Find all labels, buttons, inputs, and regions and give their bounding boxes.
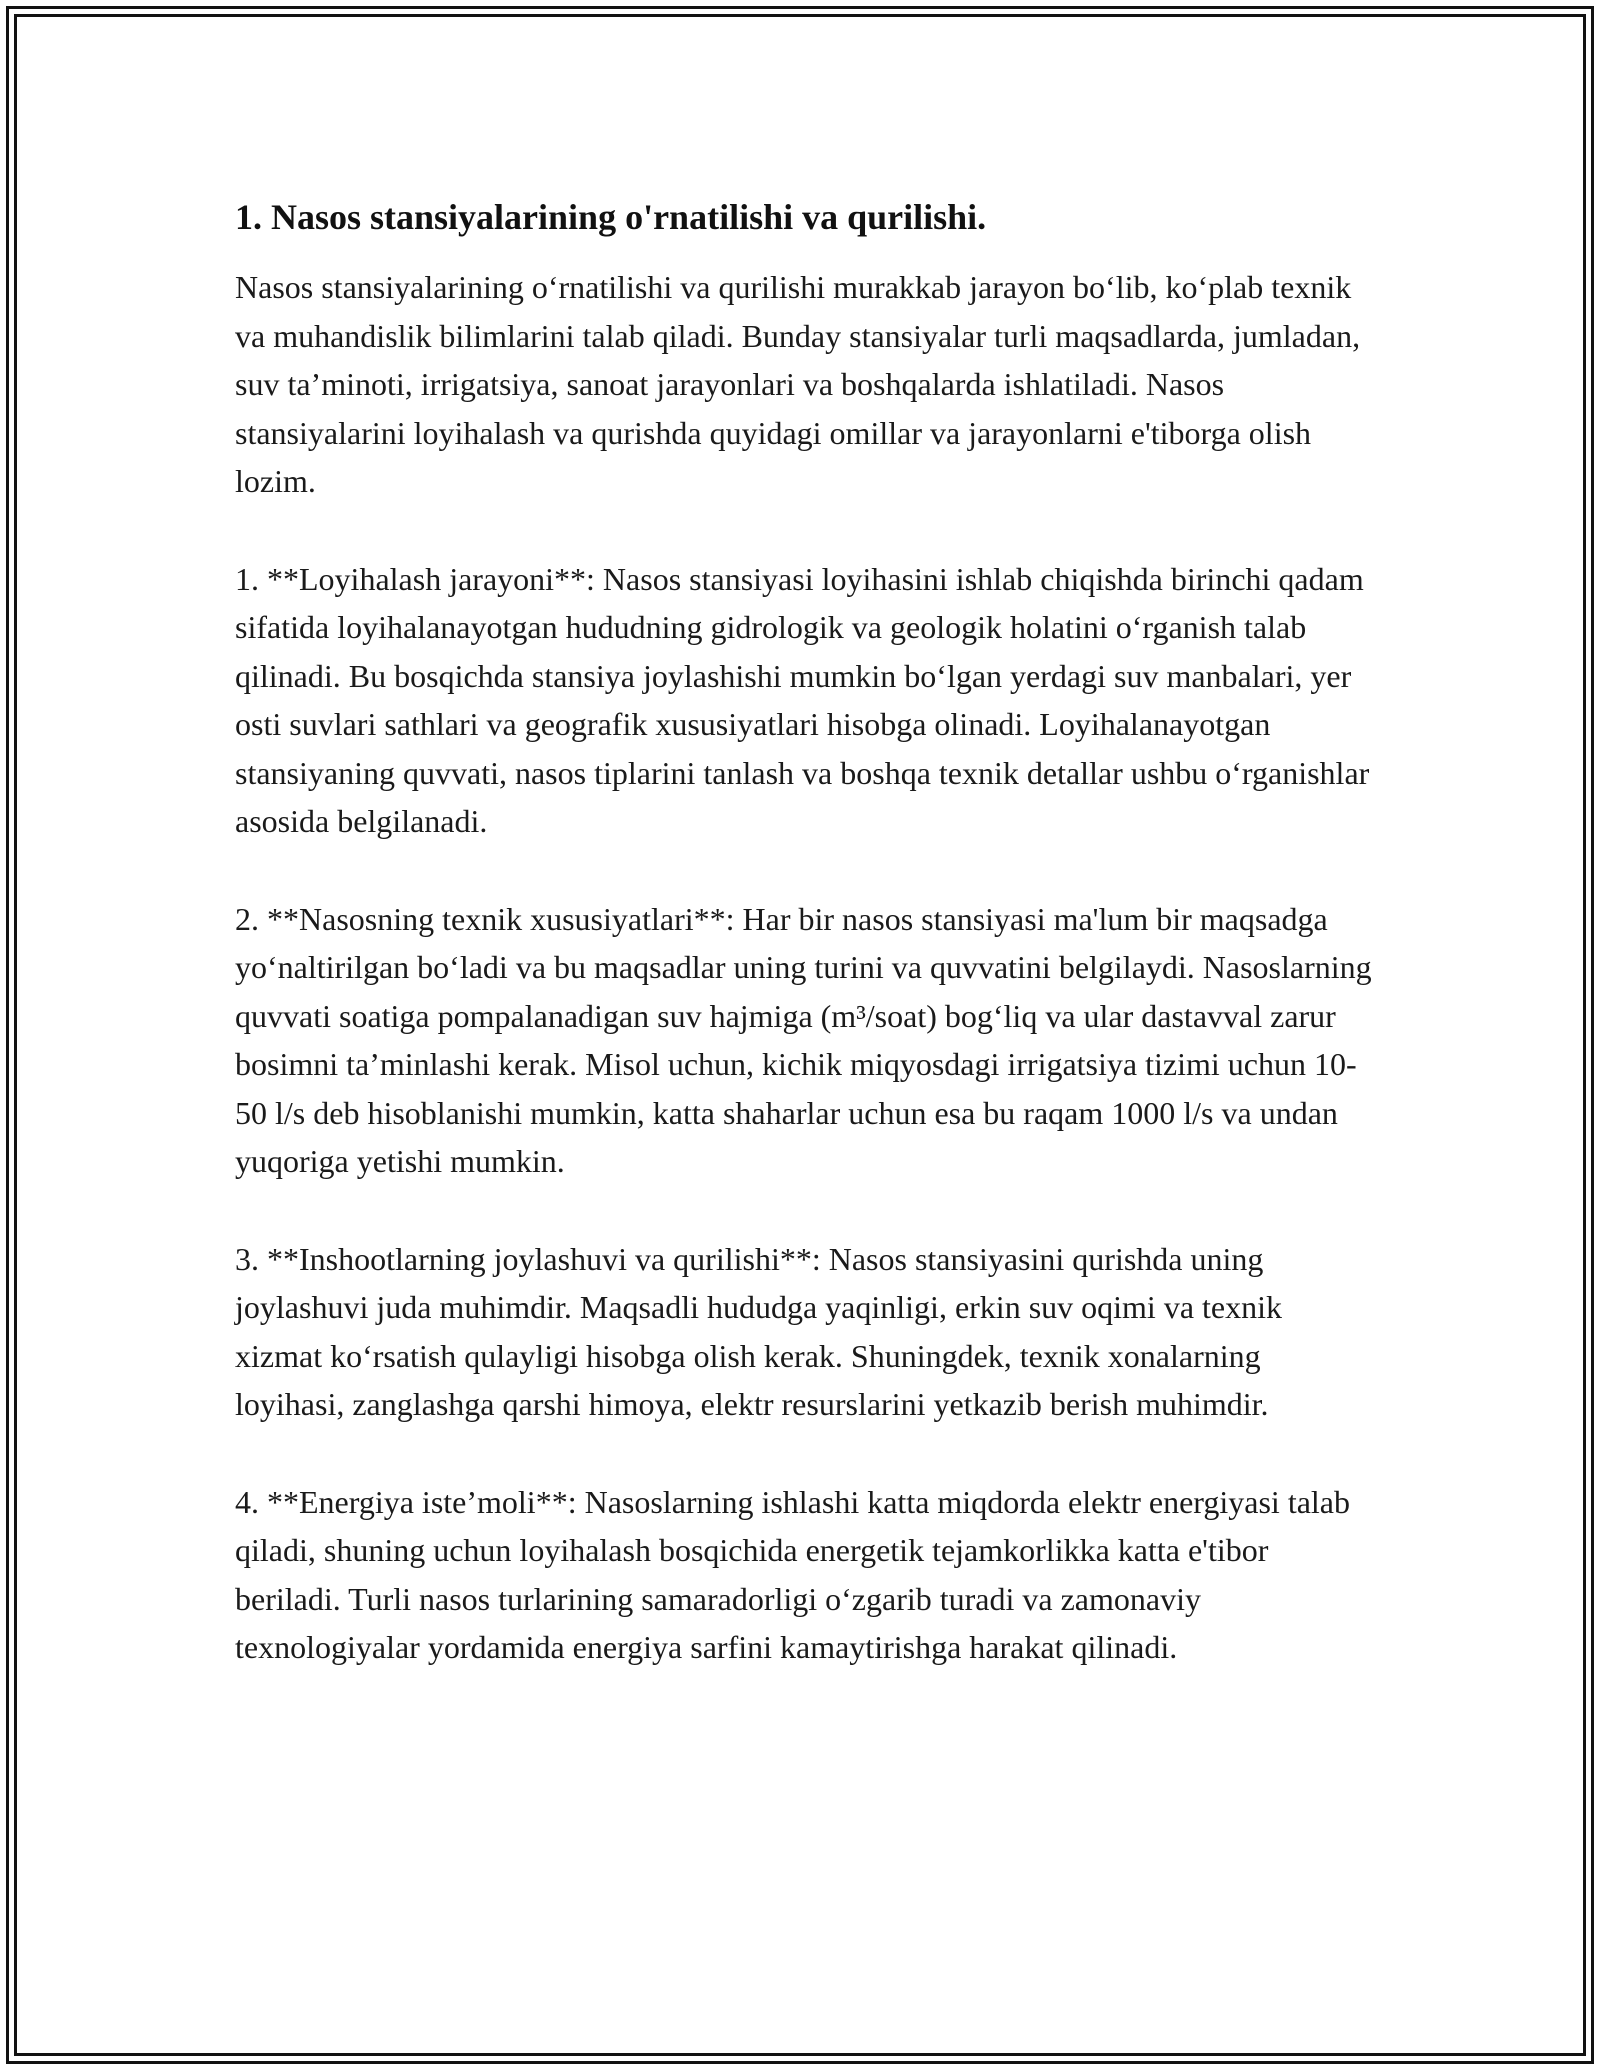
document-body (235, 180, 1375, 1721)
section-title: 1. Nasos stansiyalarining o'rnatilishi va qurilishi. (235, 197, 987, 237)
list-item-inshootlar: 3. **Inshootlarning joylashuvi va qurilishi**: Nasos stansiyasini qurishda uning joylashuvi juda muhimdir. Maqsadli hududga yaqinligi, erkin suv oqimi va texnik xizmat ko‘rsatish qulayligi hisobga olish kerak. Shuningdek, texnik xonalarning loyihasi, zanglashga qarshi himoya, elektr resurslarini yetkazib berish muhimdir. (235, 1240, 1282, 1422)
intro-paragraph: Nasos stansiyalarining o‘rnatilishi va qurilishi murakkab jarayon bo‘lib, ko‘plab texnik va muhandislik bilimlarini talab qiladi. Bunday stansiyalar turli maqsadlarda, jumladan, suv ta’minoti, irrigatsiya, sanoat jarayonlari va boshqalarda ishlatiladi. Nasos stansiyalarini loyihalash va qurishda quyidagi omillar va jarayonlarni e'tiborga olish lozim. (235, 269, 1361, 499)
list-item-energiya: 4. **Energiya iste’moli**: Nasoslarning ishlashi katta miqdorda elektr energiyasi talab qiladi, shuning uchun loyihalash bosqichida energetik tejamkorlikka katta e'tibor beriladi. Turli nasos turlarining samaradorligi o‘zgarib turadi va zamonaviy texnologiyalar yordamida energiya sarfini kamaytirishga harakat qilinadi. (235, 1483, 1350, 1665)
list-item-texnik-xususiyatlar: 2. **Nasosning texnik xususiyatlari**: Har bir nasos stansiyasi ma'lum bir maqsadga yo‘naltirilgan bo‘ladi va bu maqsadlar uning turini va quvvatini belgilaydi. Nasoslarning quvvati soatiga pompalanadigan suv hajmiga (m³/soat) bog‘liq va ular dastavval zarur bosimni ta’minlashi kerak. Misol uchun, kichik miqyosdagi irrigatsiya tizimi uchun 10-50 l/s deb hisoblanishi mumkin, katta shaharlar uchun esa bu raqam 1000 l/s va undan yuqoriga yetishi mumkin. (235, 900, 1372, 1179)
list-item-loyihalash: 1. **Loyihalash jarayoni**: Nasos stansiyasi loyihasini ishlab chiqishda birinchi qadam sifatida loyihalanayotgan hududning gidrologik va geologik holatini o‘rganish talab qilinadi. Bu bosqichda stansiya joylashishi mumkin bo‘lgan yerdagi suv manbalari, yer osti suvlari sathlari va geografik xususiyatlari hisobga olinadi. Loyihalanayotgan stansiyaning quvvati, nasos tiplarini tanlash va boshqa texnik detallar ushbu o‘rganishlar asosida belgilanadi. (235, 560, 1370, 839)
